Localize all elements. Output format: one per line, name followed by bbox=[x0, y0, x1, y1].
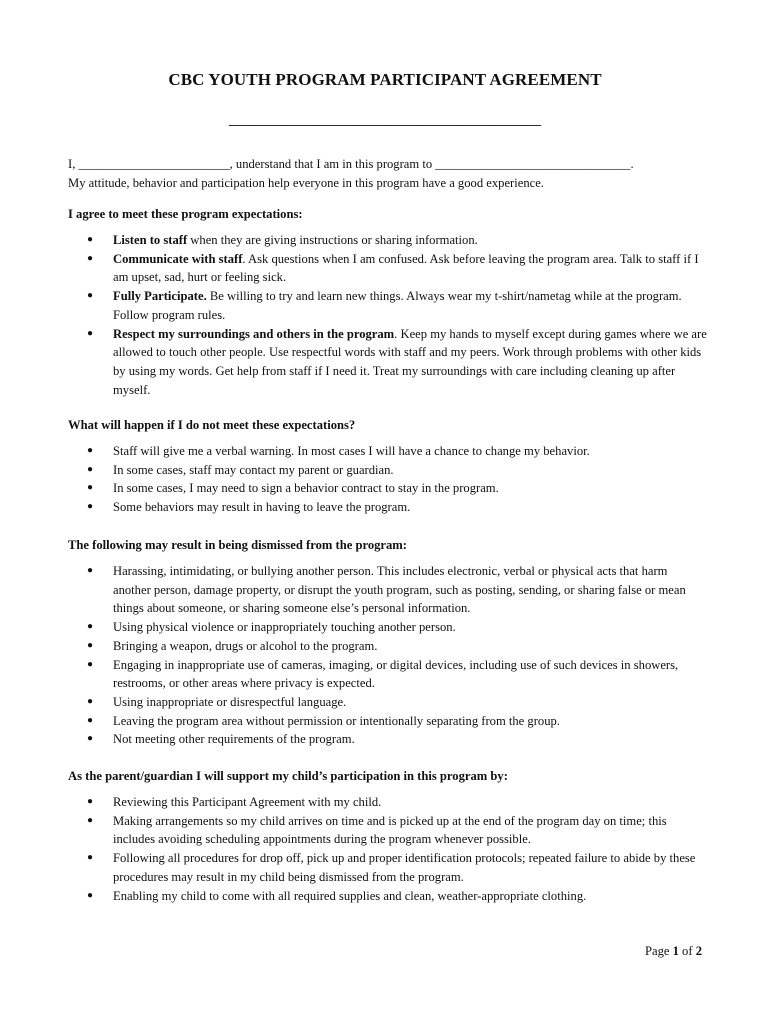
bullet-icon: ● bbox=[87, 714, 94, 726]
bullet-icon: ● bbox=[87, 445, 94, 456]
list-item bbox=[68, 479, 708, 498]
bullet-icon: ● bbox=[87, 482, 94, 494]
page-of: of bbox=[678, 944, 696, 958]
expectations-list bbox=[68, 231, 708, 399]
title-underline: ________________________________________________ bbox=[229, 112, 541, 127]
item-bold-lead: Listen to staff bbox=[113, 233, 188, 247]
item-text: Some behaviors may result in having to leave the program. bbox=[113, 500, 411, 515]
list-item bbox=[68, 250, 708, 287]
intro-line-2: My attitude, behavior and participation help everyone in this program have a good experience. bbox=[68, 175, 544, 190]
item-bold-lead: Communicate with staff bbox=[113, 251, 243, 266]
list-item bbox=[68, 693, 708, 712]
list-item bbox=[68, 793, 708, 812]
bullet-icon: ● bbox=[87, 463, 94, 475]
section-heading: What will happen if I do not meet these expectations? bbox=[68, 418, 356, 432]
section-consequences bbox=[68, 416, 708, 517]
page-total: 2 bbox=[695, 944, 702, 958]
item-text: Following all procedures for drop off, pick up and proper identification protocols; repeated failure to abide by these procedures may result in my child being dismissed from the program. bbox=[113, 851, 696, 884]
section-dismissal bbox=[68, 536, 708, 749]
bullet-icon: ● bbox=[87, 814, 94, 826]
item-text: Reviewing this Participant Agreement with my child. bbox=[113, 795, 382, 809]
item-text: In some cases, staff may contact my parent or guardian. bbox=[113, 462, 394, 477]
list-item bbox=[68, 498, 708, 517]
section-parent-support bbox=[68, 767, 708, 905]
list-item bbox=[68, 656, 708, 693]
item-text: Making arrangements so my child arrives on time and is picked up at the end of the program day on time; this includes avoiding scheduling appointments during the program whenever possible. bbox=[113, 813, 667, 847]
list-item bbox=[68, 618, 708, 637]
section-heading: The following may result in being dismissed from the program: bbox=[68, 538, 407, 552]
item-text: when they are giving instructions or sharing information. bbox=[187, 233, 478, 247]
bullet-icon: ● bbox=[87, 327, 94, 339]
section-heading: I agree to meet these program expectations: bbox=[68, 207, 303, 221]
intro-paragraph bbox=[68, 155, 708, 192]
bullet-icon: ● bbox=[87, 234, 94, 245]
item-bold-lead: Fully Participate. bbox=[113, 289, 207, 304]
item-text: . Ask questions when I am confused. Ask before leaving the program area. Talk to staff if I am upset, sad, hurt or feeling sick. bbox=[113, 251, 699, 285]
section-heading: As the parent/guardian I will support my child’s participation in this program by: bbox=[68, 769, 508, 783]
item-text: Enabling my child to come with all required supplies and clean, weather-appropriate clothing. bbox=[113, 888, 587, 903]
bullet-icon: ● bbox=[87, 733, 94, 745]
item-text: Using physical violence or inappropriately touching another person. bbox=[113, 620, 456, 635]
item-text: Bringing a weapon, drugs or alcohol to the program. bbox=[113, 638, 378, 653]
page-prefix: Page bbox=[644, 944, 673, 958]
bullet-icon: ● bbox=[87, 621, 94, 633]
item-text: In some cases, I may need to sign a behavior contract to stay in the program. bbox=[113, 481, 499, 496]
list-item bbox=[68, 712, 708, 731]
intro-line-1: I, ________________________, understand that I am in this program to _______________________________. bbox=[68, 157, 634, 171]
bullet-icon: ● bbox=[87, 695, 94, 707]
bullet-icon: ● bbox=[87, 889, 94, 901]
dismissal-list bbox=[68, 562, 708, 749]
consequences-list bbox=[68, 442, 708, 517]
bullet-icon: ● bbox=[87, 501, 94, 513]
list-item bbox=[68, 461, 708, 480]
item-text: . Keep my hands to myself except during games where we are allowed to touch other people. Use respectful words with staff and my peers. Work through problems with other kids by using my words. Get help from staff if I need it. Treat my surroundings with care including cleaning up after myself. bbox=[113, 326, 707, 397]
page-number bbox=[645, 944, 702, 959]
item-text: Using inappropriate or disrespectful language. bbox=[113, 694, 347, 709]
page-current: 1 bbox=[672, 944, 679, 958]
list-item bbox=[68, 231, 708, 250]
list-item bbox=[68, 812, 708, 849]
document-title: CBC YOUTH PROGRAM PARTICIPANT AGREEMENT bbox=[168, 70, 602, 89]
bullet-icon: ● bbox=[87, 565, 94, 576]
bullet-icon: ● bbox=[87, 252, 94, 264]
list-item bbox=[68, 637, 708, 656]
list-item bbox=[68, 730, 708, 749]
list-item bbox=[68, 325, 708, 400]
item-text: Staff will give me a verbal warning. In most cases I will have a chance to change my behavior. bbox=[113, 444, 590, 458]
list-item bbox=[68, 287, 708, 324]
section-expectations bbox=[68, 205, 708, 399]
bullet-icon: ● bbox=[87, 639, 94, 651]
item-text: Harassing, intimidating, or bullying another person. This includes electronic, verbal or physical acts that harm another person, damage property, or disrupt the youth program, such as posting, sending, or sharing false or mean things about someone, or sharing someone else’s personal information. bbox=[113, 564, 686, 616]
list-item bbox=[68, 562, 708, 618]
list-item bbox=[68, 442, 708, 461]
list-item bbox=[68, 849, 708, 886]
item-text: Be willing to try and learn new things. Always wear my t-shirt/nametag while at the program. Follow program rules. bbox=[113, 289, 682, 322]
item-text: Leaving the program area without permission or intentionally separating from the group. bbox=[113, 713, 560, 728]
bullet-icon: ● bbox=[87, 290, 94, 302]
bullet-icon: ● bbox=[87, 852, 94, 864]
item-text: Not meeting other requirements of the program. bbox=[113, 732, 355, 747]
item-bold-lead: Respect my surroundings and others in the program bbox=[113, 326, 395, 341]
bullet-icon: ● bbox=[87, 796, 94, 807]
item-text: Engaging in inappropriate use of cameras, imaging, or digital devices, including use of such devices in showers, restrooms, or other areas where privacy is expected. bbox=[113, 657, 679, 691]
parent-support-list bbox=[68, 793, 708, 905]
bullet-icon: ● bbox=[87, 658, 94, 670]
list-item bbox=[68, 887, 708, 906]
